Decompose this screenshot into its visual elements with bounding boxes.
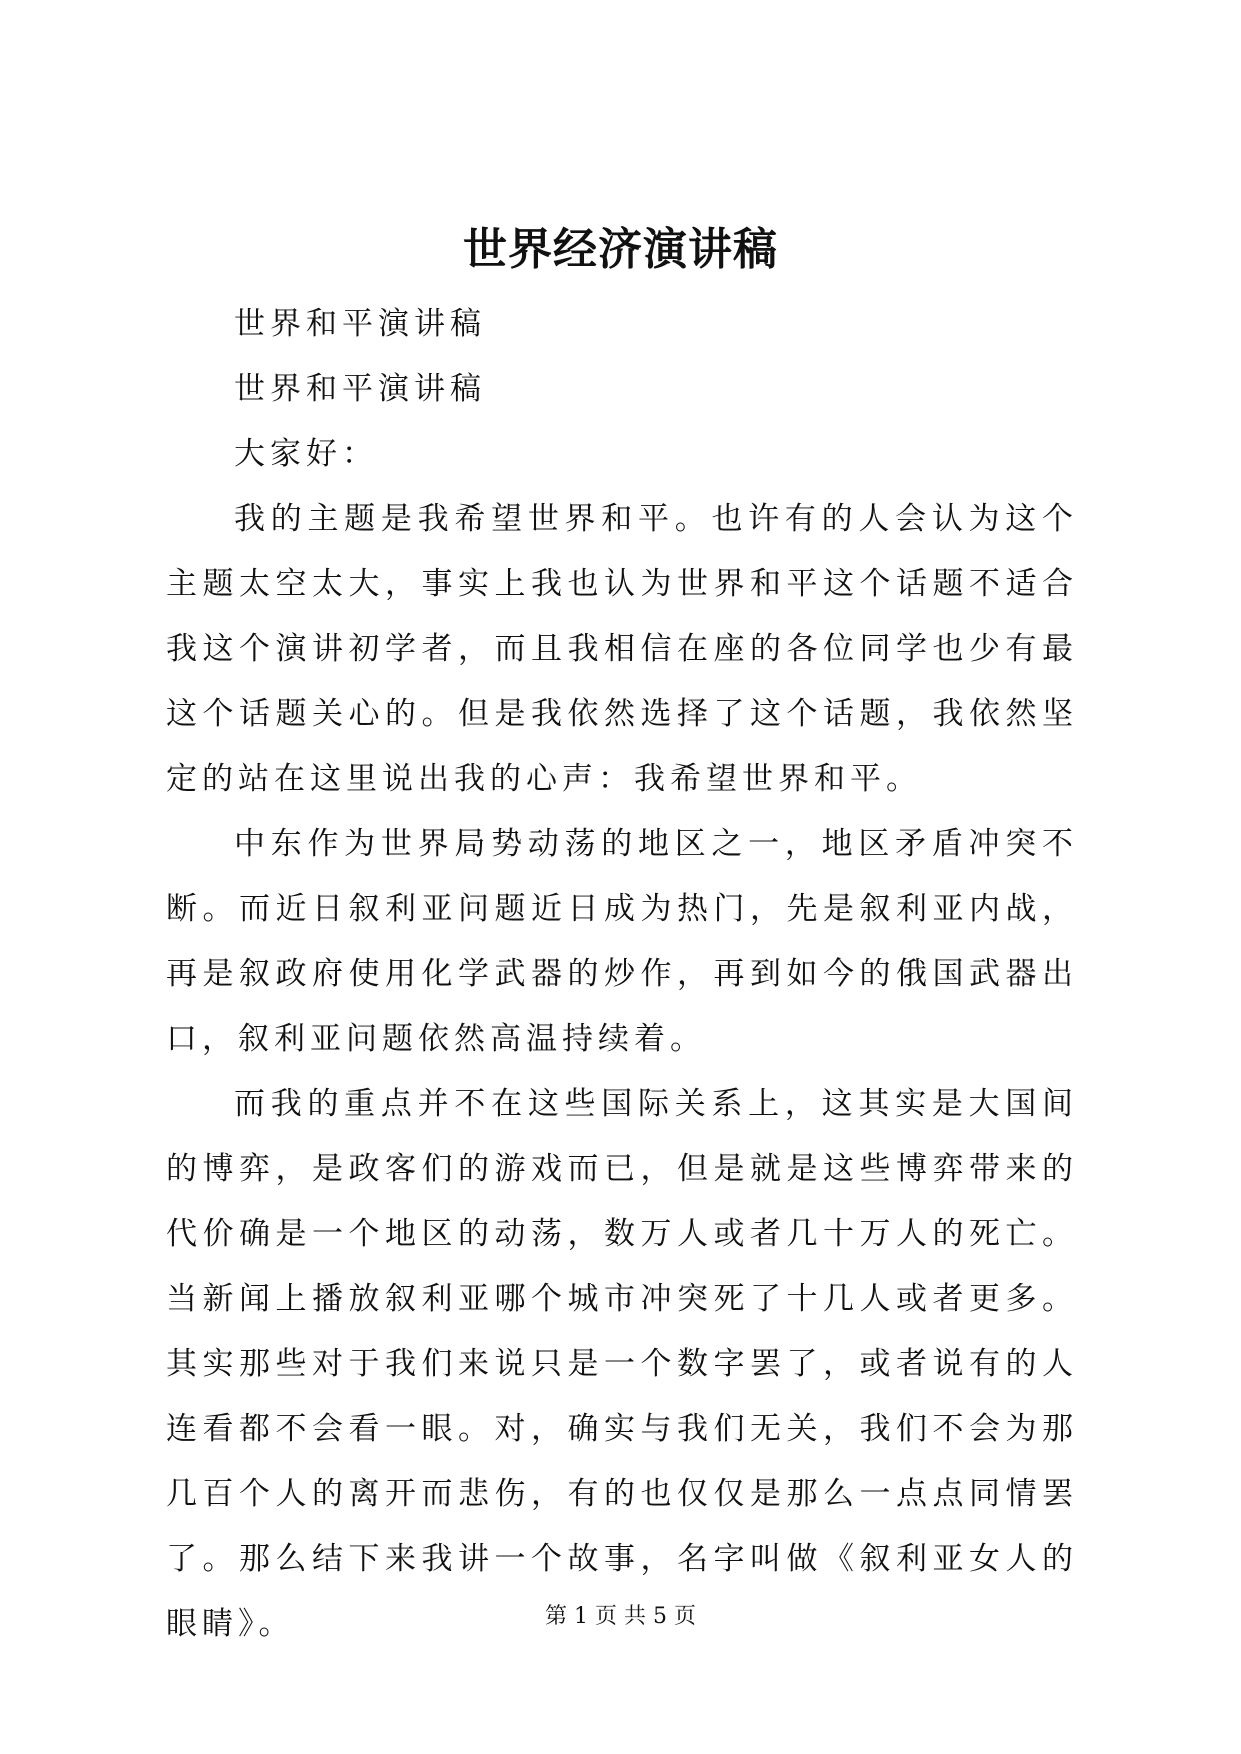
document-title: 世界经济演讲稿: [463, 224, 778, 275]
paragraph-theme: 我的主题是我希望世界和平。也许有的人会认为这个主题太空太大，事实上我也认为世界和平这个话题不适合我这个演讲初学者，而且我相信在座的各位同学也少有最这个话题关心的。但是我依然选择了这个话题，我依然坚定的站在这里说出我的心声：我希望世界和平。: [166, 501, 1078, 797]
paragraph-greeting: 大家好：: [234, 436, 378, 472]
paragraph-focus: 而我的重点并不在这些国际关系上，这其实是大国间的博弈，是政客们的游戏而已，但是就是这些博弈带来的代价确是一个地区的动荡，数万人或者几十万人的死亡。当新闻上播放叙利亚哪个城市冲突死了十几人或者更多。其实那些对于我们来说只是一个数字罢了，或者说有的人连看都不会看一眼。对，确实与我们无关，我们不会为那几百个人的离开而悲伤，有的也仅仅是那么一点点同情罢了。那么结下来我讲一个故事，名字叫做《叙利亚女人的眼睛》。: [166, 1086, 1078, 1642]
page-footer: 第 1 页 共 5 页: [545, 1604, 696, 1629]
document-body: [166, 292, 1078, 1657]
paragraph-subtitle-1: 世界和平演讲稿: [234, 306, 486, 342]
paragraph-middle-east: 中东作为世界局势动荡的地区之一，地区矛盾冲突不断。而近日叙利亚问题近日成为热门，先是叙利亚内战，再是叙政府使用化学武器的炒作，再到如今的俄国武器出口，叙利亚问题依然高温持续着。: [166, 826, 1078, 1057]
paragraph-subtitle-2: 世界和平演讲稿: [234, 371, 486, 407]
